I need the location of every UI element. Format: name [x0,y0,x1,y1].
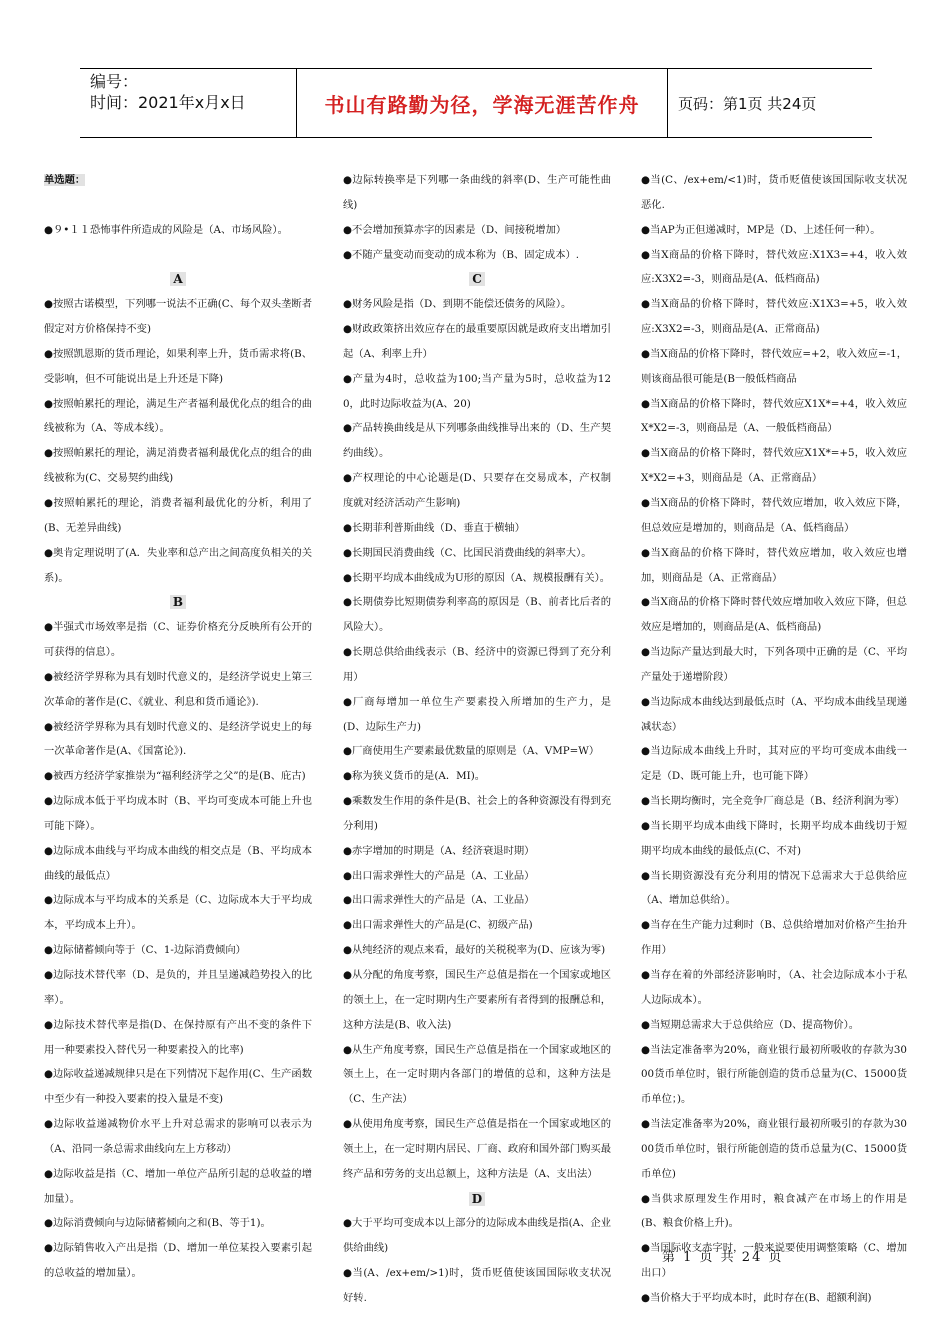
question-item: ●财政政策挤出效应存在的最重要原因就是政府支出增加引起（A、利率上升） [343,323,611,360]
question-item: ●边际销售收入产出是指（D、增加一单位某投入要素引起的总收益的增加量）。 [44,1242,312,1280]
question-item: ●９•１１恐怖事件所造成的风险是（A、市场风险）。 [44,223,288,236]
question-item: ●边际收益递减规律只是在下列情况下起作用(C、生产函数中至少有一种投入要素的投入量是不变) [44,1068,313,1106]
question-item: ●当X商品的价格下降时，替代效应X1X*=+4，收入效应X*X2=-3，则商品是（A、一般低档商品） [641,397,907,435]
text-column-middle [343,168,611,1311]
section-letter [343,267,611,292]
question-item: ●按照帕累托的理论，消费者福利最优化的分析，利用了(B、无差异曲线) [44,496,312,534]
question-item: ●当长期平均成本曲线下降时，长期平均成本曲线切于短期平均成本曲线的最低点(C、不对) [641,819,907,857]
question-item: ●按照古诺模型，下列哪一说法不正确(C、每个双头垄断者假定对方价格保持不变) [44,298,313,336]
question-item: ●当价格大于平均成本时，此时存在(B、超额利润) [641,1291,872,1304]
question-item: ●出口需求弹性大的产品是(C、初级产品) [343,919,533,932]
question-item: ●边际收益是指（C、增加一单位产品所引起的总收益的增加量）。 [44,1167,312,1205]
question-item: ●从纯经济的观点来看，最好的关税税率为(D、应该为零) [343,944,606,957]
question-item: ●当供求原理发生作用时，粮食减产在市场上的作用是(B、粮食价格上升)。 [641,1192,907,1230]
question-item: ●当(C、/ex+em/<1)时，货币贬值使该国国际收支状况恶化. [641,174,907,211]
document-number-label: 编号： [90,72,139,91]
page-header [80,68,872,138]
question-item: ●长期平均成本曲线成为U形的原因（A、规模报酬有关）。 [343,571,611,584]
question-item: ●大于平均可变成本以上部分的边际成本曲线是指(A、企业供给曲线) [343,1217,611,1255]
question-item: ●称为狭义货币的是(A．MI)。 [343,770,486,783]
section-letter-text: C [469,272,485,286]
question-item: ●当长期资源没有充分利用的情况下总需求大于总供给应（A、增加总供给）。 [641,869,907,907]
question-item: ●当X商品的价格下降时，替代效应:X1X3=+4，收入效应:X3X2=-3，则商品是(A、低档商品) [641,248,907,286]
question-item: ●当X商品的价格下降时，替代效应:X1X3=+5，收入效应:X3X2=-3，则商品是(A、正常商品) [641,298,907,336]
question-item: ●边际技术替代率是指(D、在保持原有产出不变的条件下用一种要素投入替代另一种要素投入的比率) [44,1018,312,1056]
question-item: ●出口需求弹性大的产品是（A、工业品） [343,869,535,882]
question-item: ●产量为4时，总收益为100;当产量为5时，总收益为120，此时边际收益为(A、20) [343,372,611,410]
question-item: ●被经济学界称为具有划时代意义的，是经济学说史上第三次革命的著作是(C、《就业、利息和货币通论》). [44,670,312,708]
question-item: ●当X商品的价格下降时，替代效应=+2，收入效应=-1，则该商品很可能是(B一般低档商品 [641,347,907,385]
document-date: 时间：2021年x月x日 [90,93,246,112]
question-item: ●长期总供给曲线表示（B、经济中的资源已得到了充分利用） [343,646,611,683]
header-page-number: 页码：第1页 共24页 [678,94,817,113]
header-meta [80,69,297,137]
header-motto: 书山有路勤为径，学海无涯苦作舟 [297,69,668,137]
question-item: ●赤字增加的时期是（A、经济衰退时期） [343,844,535,857]
question-item: ●出口需求弹性大的产品是（A、工业品） [343,894,535,907]
question-item: ●边际收益递减物价水平上升对总需求的影响可以表示为（A、沿同一条总需求曲线向左上方移动） [44,1118,312,1155]
question-item: ●当边际产量达到最大时，下列各项中正确的是（C、平均产量处于递增阶段） [641,646,907,683]
question-item: ●当边际成本曲线达到最低点时（A、平均成本曲线呈现递减状态） [641,695,907,733]
question-item: ●厂商每增加一单位生产要素投入所增加的生产力，是(D、边际生产力) [343,695,611,733]
page-footer: 第 1 页 共 24 页 [662,1250,784,1265]
question-item: ●按照凯恩斯的货币理论，如果利率上升，货币需求将(B、受影响，但不可能说出是上升还是下降) [44,347,312,385]
question-type-text: 单选题： [44,174,86,186]
question-item: ●当法定准备率为20%，商业银行最初所吸收的存款为3000货币单位时，银行所能创造的货币总量为(C、15000货币单位；)。 [641,1043,907,1106]
text-column-left [44,168,312,1286]
question-item: ●当X商品的价格下降时，替代效应X1X*=+5，收入效应X*X2=+3，则商品是（A、正常商品） [641,447,907,485]
section-letter [44,267,312,292]
question-item: ●边际成本低于平均成本时（B、平均可变成本可能上升也可能下降）。 [44,795,312,832]
question-item: ●被西方经济学家推崇为“福利经济学之父”的是(B、庇古) [44,770,306,783]
spacer [44,193,312,218]
question-item: ●当短期总需求大于总供给应（D、提高物价）。 [641,1018,860,1031]
question-item: ●当(A、/ex+em/>1)时，货币贬值使该国国际收支状况好转. [343,1267,611,1304]
question-item: ●不随产量变动而变动的成本称为（B、固定成本）. [343,248,580,261]
question-item: ●按照帕累托的理论，满足消费者福利最优化点的组合的曲线被称为(C、交易契约曲线) [44,447,312,485]
question-item: ●当存在生产能力过剩时（B、总供给增加对价格产生抬升作用） [641,919,907,957]
question-item: ●不会增加预算赤字的因素是（D、间接税增加） [343,223,567,236]
question-item: ●被经济学界称为具有划时代意义的、是经济学说史上的每一次革命著作是(A、《国富论》). [44,720,312,758]
spacer [44,243,312,268]
question-item: ●长期债券比短期债券利率高的原因是（B、前者比后者的风险大）。 [343,596,611,634]
question-item: ●从分配的角度考察，国民生产总值是指在一个国家或地区的领土上，在一定时期内生产要素所有者得到的报酬总和，这种方法是(B、收入法) [343,969,611,1031]
question-item: ●边际成本与平均成本的关系是（C、边际成本大于平均成本，平均成本上升）。 [44,894,312,932]
question-item: ●长期菲利普斯曲线（D、垂直于横轴） [343,521,525,534]
question-item: ●按照帕累托的理论，满足生产者福利最优化点的组合的曲线被称为（A、等成本线）。 [44,397,312,435]
question-item: ●厂商使用生产要素最优数量的原则是（A、VMP=W） [343,745,600,758]
question-item: ●当长期均衡时，完全竞争厂商总是（B、经济利润为零） [641,795,905,808]
question-item: ●从使用角度考察，国民生产总值是指在一个国家或地区的领土上，在一定时期内居民、厂商、政府和国外部门购买最终产品和劳务的支出总额上，这种方法是（A、支出法） [343,1118,611,1180]
question-item: ●边际储蓄倾向等于（C、1-边际消费倾向） [44,944,246,957]
question-item: ●边际技术替代率（D、是负的，并且呈递减趋势投入的比率）。 [44,969,312,1006]
question-item: ●当X商品的价格下降时，替代效应增加，收入效应也增加，则商品是（A、正常商品） [641,546,907,584]
question-item: ●产权理论的中心论题是(D、只要存在交易成本，产权制度就对经济活动产生影响) [343,472,611,509]
question-item: ●当AP为正但递减时，MP是（D、上述任何一种）。 [641,223,881,236]
question-item: ●财务风险是指（D、到期不能偿还债务的风险）。 [343,298,572,311]
section-letter-text: B [170,595,186,609]
question-item: ●当存在着的外部经济影响时，（A、社会边际成本小于私人边际成本）。 [641,969,907,1006]
question-item: ●当法定准备率为20%，商业银行最初所吸引的存款为3000货币单位时，银行所能创造的货币总量为(C、15000货币单位) [641,1118,907,1180]
question-item: ●半强式市场效率是指（C、证券价格充分反映所有公开的可获得的信息）。 [44,621,312,659]
question-item: ●当国际收支赤字时，一般来说要使用调整策略（C、增加出口） [641,1242,907,1280]
question-item: ●边际转换率是下列哪一条曲线的斜率(D、生产可能性曲线) [343,174,611,211]
question-item: ●边际消费倾向与边际储蓄倾向之和(B、等于1)。 [44,1217,271,1230]
question-item: ●奥肯定理说明了(A．失业率和总产出之间高度负相关的关系)。 [44,546,312,584]
section-letter-text: A [170,272,185,286]
text-column-right [641,168,907,1311]
question-item: ●从生产角度考察，国民生产总值是指在一个国家或地区的领土上，在一定时期内各部门的增值的总和，这种方法是（C、生产法） [343,1043,611,1106]
question-item: ●产品转换曲线是从下列哪条曲线推导出来的（D、生产契约曲线）。 [343,422,611,460]
question-item: ●当边际成本曲线上升时，其对应的平均可变成本曲线一定是（D、既可能上升，也可能下降） [641,745,907,783]
question-item: ●当X商品的价格下降时，替代效应增加，收入效应下降，但总效应是增加的，则商品是（A、低档商品） [641,496,907,534]
section-letter [343,1187,611,1212]
question-item: ●长期国民消费曲线（C、比国民消费曲线的斜率大）。 [343,546,592,559]
question-item: ●当X商品的价格下降时替代效应增加收入效应下降，但总效应是增加的，则商品是(A、低档商品) [641,596,907,634]
question-type-label [44,168,312,193]
section-letter [44,590,312,615]
section-letter-text: D [469,1192,485,1206]
question-item: ●边际成本曲线与平均成本曲线的相交点是（B、平均成本曲线的最低点） [44,844,312,882]
question-item: ●乘数发生作用的条件是(B、社会上的各种资源没有得到充分利用) [343,795,611,832]
